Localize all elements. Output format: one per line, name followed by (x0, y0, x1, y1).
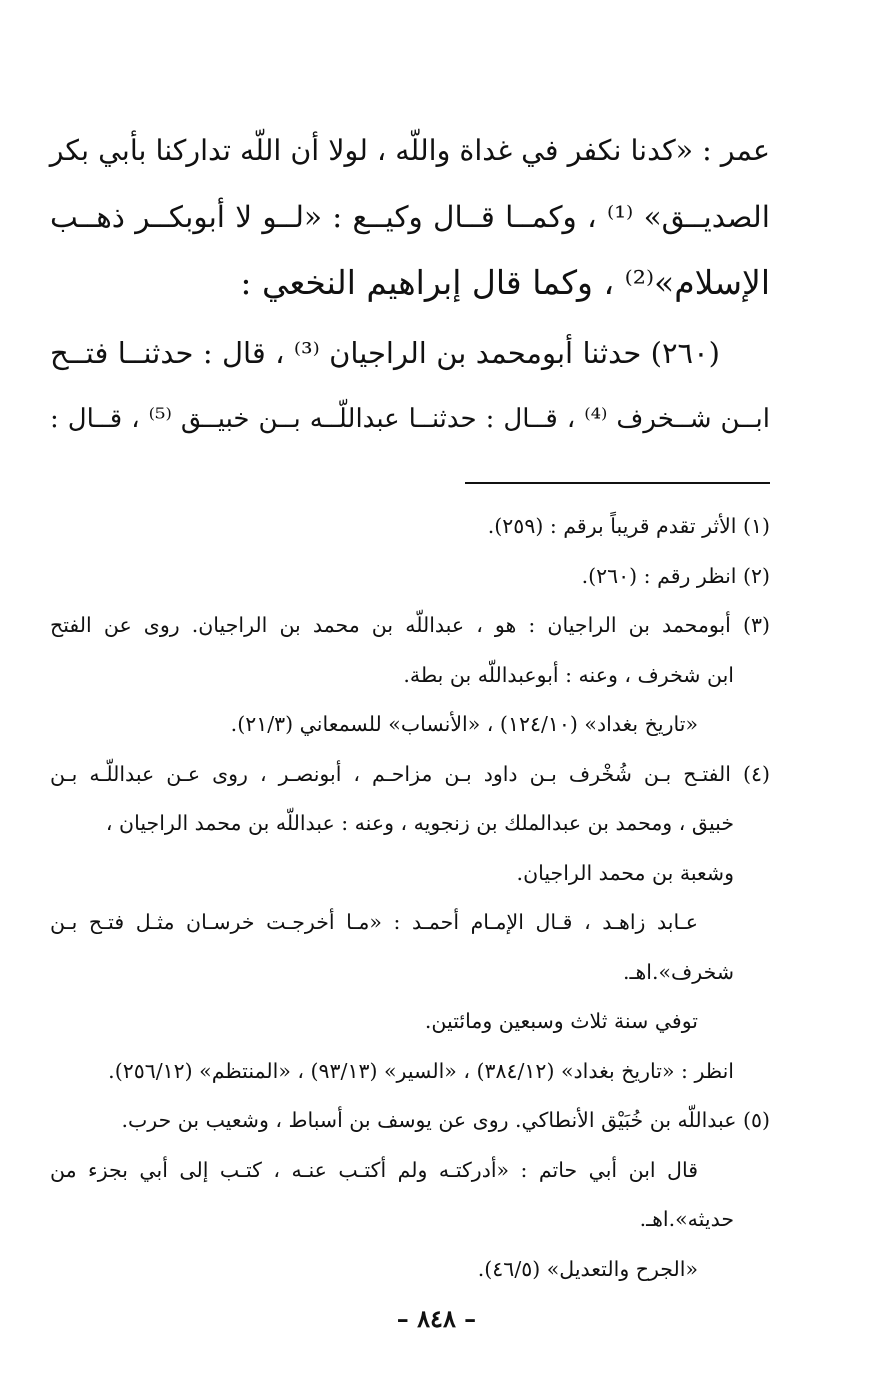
footnotes (50, 502, 770, 1294)
main-text-line: الصديــق» ⁽¹⁾ ، وكمــا قــال وكيــع : «لــو لا أبوبكــر ذهــب (50, 200, 770, 234)
main-text-line: الإسلام»⁽²⁾ ، وكما قال إبراهيم النخعي : (240, 263, 770, 302)
main-text-line: عمر : «كدنا نكفر في غداة واللّه ، لولا أن اللّه تداركنا بأبي بكر (49, 134, 770, 167)
footnote-line: (٤) الفتـح بـن شُخْرف بـن داود بـن مزاحـم ، أبونصـر ، روى عـن عبداللّـه بـن (50, 761, 770, 786)
footnote-line: «الجرح والتعديل» (٤٦/٥). (477, 1256, 698, 1281)
footnote-line: (١) الأثر تقدم قريباً برقم : (٢٥٩). (487, 514, 770, 538)
main-text (50, 118, 770, 452)
footnote-line: (٣) أبومحمد بن الراجيان : هو ، عبداللّه بن محمد بن الراجيان. روى عن الفتح (50, 613, 770, 637)
footnote-separator (465, 482, 770, 484)
footnote-line: انظر : «تاريخ بغداد» (٣٨٤/١٢) ، «السير» (٩٣/١٣) ، «المنتظم» (٢٥٦/١٢). (108, 1058, 734, 1083)
footnote-line: توفي سنة ثلاث وسبعين ومائتين. (424, 1009, 698, 1033)
footnote-line: عـابد زاهـد ، قـال الإمـام أحمـد : «مـا أخرجـت خرسـان مثـل فتـح بـن (50, 910, 698, 934)
footnote-line: ابن شخرف ، وعنه : أبوعبداللّه بن بطة. (403, 662, 734, 687)
footnote-line: (٥) عبداللّه بن خُبَيْق الأنطاكي. روى عن يوسف بن أسباط ، وشعيب بن حرب. (121, 1108, 770, 1132)
main-text-line: ابــن شــخرف ⁽⁴⁾ ، قــال : حدثنــا عبداللّــه بــن خبيــق ⁽⁵⁾ ، قــال : (50, 404, 771, 434)
footnote-line: قال ابن أبي حاتم : «أدركتـه ولم أكتـب عنـه ، كتـب إلى أبي بجزء من (50, 1157, 698, 1182)
footnote-line: حديثه».اهـ. (639, 1207, 734, 1231)
footnote-line: «تاريخ بغداد» (١٢٤/١٠) ، «الأنساب» للسمعاني (٢١/٣). (230, 712, 698, 736)
main-text-line: (٢٦٠) حدثنا أبومحمد بن الراجيان ⁽³⁾ ، قال : حدثنــا فتــح (50, 336, 720, 370)
page-number: – ٨٤٨ – (396, 1304, 477, 1333)
page-body (50, 118, 770, 1294)
footnote-line: خبيق ، ومحمد بن عبدالملك بن زنجويه ، وعنه : عبداللّه بن محمد الراجيان ، (105, 811, 734, 835)
footnote-line: وشعبة بن محمد الراجيان. (516, 860, 734, 885)
footnote-line: شخرف».اهـ. (622, 959, 734, 984)
footnote-line: (٢) انظر رقم : (٢٦٠). (581, 563, 770, 588)
